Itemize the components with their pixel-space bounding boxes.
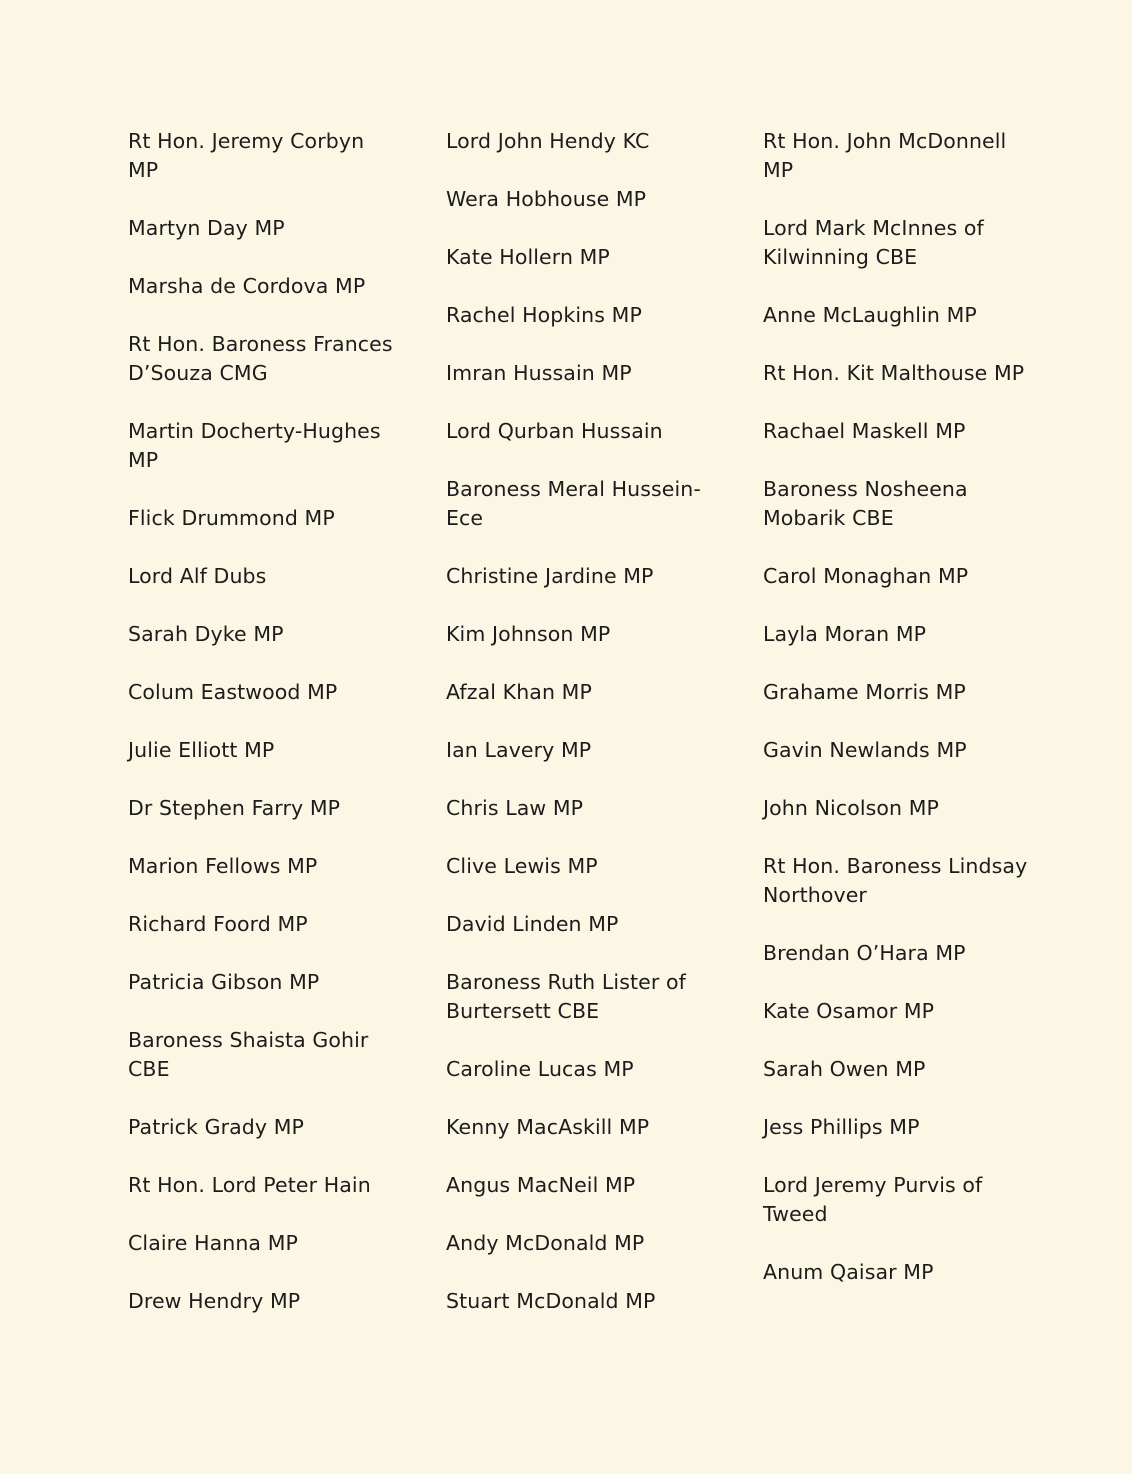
signatory-name: Lord Mark McInnes of Kilwinning CBE [763, 216, 984, 269]
signatories-column-3 [763, 127, 1028, 1316]
signatory-name: Colum Eastwood MP [128, 680, 338, 704]
signatory-name: Martin Docherty-Hughes MP [128, 419, 381, 472]
signatory-name: Baroness Shaista Gohir CBE [128, 1028, 369, 1081]
signatory-name: Dr Stephen Farry MP [128, 796, 341, 820]
signatory-name: Rt Hon. Jeremy Corbyn MP [128, 129, 365, 182]
signatory-name: Andy McDonald MP [446, 1231, 645, 1255]
signatory-name: Rt Hon. Kit Malthouse MP [763, 361, 1025, 385]
signatory-name: Kenny MacAskill MP [446, 1115, 650, 1139]
signatory-name: Lord Jeremy Purvis of Tweed [763, 1173, 983, 1226]
signatory-name: Kate Hollern MP [446, 245, 610, 269]
signatory-name: Patricia Gibson MP [128, 970, 320, 994]
signatory-name: Patrick Grady MP [128, 1115, 305, 1139]
signatory-name: Kim Johnson MP [446, 622, 611, 646]
signatory-name: Marsha de Cordova MP [128, 274, 366, 298]
signatory-name: Wera Hobhouse MP [446, 187, 647, 211]
signatory-name: Clive Lewis MP [446, 854, 598, 878]
signatory-name: Anum Qaisar MP [763, 1260, 934, 1284]
signatory-name: John Nicolson MP [763, 796, 940, 820]
signatory-name: Rachael Maskell MP [763, 419, 966, 443]
signatory-name: Rt Hon. Baroness Lindsay Northover [763, 854, 1028, 907]
signatory-name: Marion Fellows MP [128, 854, 318, 878]
signatory-name: Grahame Morris MP [763, 680, 966, 704]
signatory-name: Claire Hanna MP [128, 1231, 298, 1255]
signatory-name: Baroness Ruth Lister of Burtersett CBE [446, 970, 686, 1023]
signatory-name: Gavin Newlands MP [763, 738, 967, 762]
signatory-name: Brendan O’Hara MP [763, 941, 966, 965]
signatory-name: Baroness Meral Hussein-Ece [446, 477, 701, 530]
signatory-name: Martyn Day MP [128, 216, 285, 240]
signatory-name: Richard Foord MP [128, 912, 308, 936]
signatory-name: David Linden MP [446, 912, 619, 936]
signatory-name: Afzal Khan MP [446, 680, 592, 704]
signatory-name: Imran Hussain MP [446, 361, 632, 385]
signatory-name: Stuart McDonald MP [446, 1289, 656, 1313]
signatory-name: Anne McLaughlin MP [763, 303, 977, 327]
signatory-name: Lord Qurban Hussain [446, 419, 663, 443]
signatory-name: Rachel Hopkins MP [446, 303, 642, 327]
signatory-name: Layla Moran MP [763, 622, 927, 646]
signatory-name: Christine Jardine MP [446, 564, 654, 588]
signatory-name: Caroline Lucas MP [446, 1057, 634, 1081]
signatory-name: Ian Lavery MP [446, 738, 592, 762]
signatory-name: Rt Hon. Lord Peter Hain [128, 1173, 371, 1197]
signatory-name: Jess Phillips MP [763, 1115, 920, 1139]
signatories-column-2 [446, 127, 716, 1345]
signatory-name: Rt Hon. Baroness Frances D’Souza CMG [128, 332, 393, 385]
signatory-name: Rt Hon. John McDonnell MP [763, 129, 1007, 182]
signatory-name: Carol Monaghan MP [763, 564, 969, 588]
signatories-column-1 [128, 127, 398, 1345]
signatory-name: Sarah Dyke MP [128, 622, 284, 646]
signatory-name: Lord Alf Dubs [128, 564, 267, 588]
signatory-name: Chris Law MP [446, 796, 584, 820]
signatory-name: Angus MacNeil MP [446, 1173, 636, 1197]
signatory-name: Baroness Nosheena Mobarik CBE [763, 477, 968, 530]
signatory-name: Drew Hendry MP [128, 1289, 301, 1313]
signatory-name: Sarah Owen MP [763, 1057, 926, 1081]
signatory-name: Julie Elliott MP [128, 738, 275, 762]
signatory-name: Flick Drummond MP [128, 506, 335, 530]
signatory-name: Lord John Hendy KC [446, 129, 650, 153]
signatory-name: Kate Osamor MP [763, 999, 935, 1023]
